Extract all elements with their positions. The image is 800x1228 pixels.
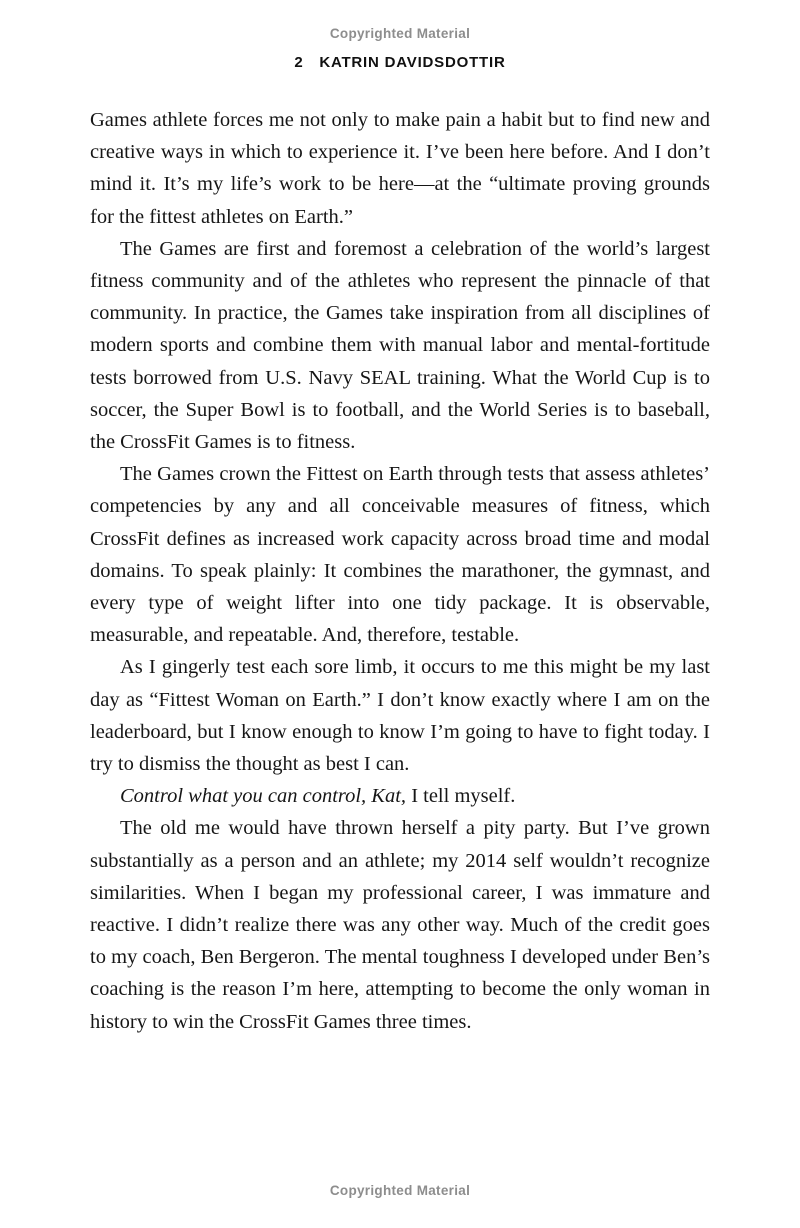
body-paragraph	[90, 780, 710, 812]
body-paragraph: The Games are first and foremost a celebration of the world’s largest fitness community and of the athletes who represent the pinnacle of that community. In practice, the Games take inspiration from all disciplines of modern sports and combine them with manual labor and mental-fortitude tests borrowed from U.S. Navy SEAL training. What the World Cup is to soccer, the Super Bowl is to football, and the World Series is to baseball, the CrossFit Games is to fitness.	[90, 237, 710, 454]
running-head-author: KATRIN DAVIDSDOTTIR	[319, 54, 506, 71]
copyright-notice-top: Copyrighted Material	[329, 26, 471, 41]
body-text	[90, 104, 710, 1038]
italic-phrase: Control what you can control, Kat,	[120, 785, 407, 808]
body-paragraph: As I gingerly test each sore limb, it occurs to me this might be my last day as “Fittest Woman on Earth.” I don’t know exactly where I am on the leaderboard, but I know enough to know I’m going to have to fight today. I try to dismiss the thought as best I can.	[90, 656, 710, 776]
copyright-notice-bottom: Copyrighted Material	[329, 1183, 471, 1198]
page-number: 2	[294, 54, 304, 71]
page-header	[0, 54, 800, 71]
body-paragraph: The old me would have thrown herself a pity party. But I’ve grown substantially as a person and an athlete; my 2014 self wouldn’t recognize similarities. When I began my professional career, I was immature and reactive. I didn’t realize there was any other way. Much of the credit goes to my coach, Ben Bergeron. The mental toughness I developed under Ben’s coaching is the reason I’m here, attempting to become the only woman in history to win the CrossFit Games three times.	[90, 817, 710, 1033]
paragraph-text: I tell myself.	[406, 785, 516, 808]
body-paragraph: Games athlete forces me not only to make pain a habit but to find new and creative ways in which to experience it. I’ve been here before. And I don’t mind it. It’s my life’s work to be here—at the “ultimate proving grounds for the fittest athletes on Earth.”	[90, 109, 710, 228]
body-paragraph: The Games crown the Fittest on Earth through tests that assess athletes’ competencies by any and all conceivable measures of fitness, which CrossFit defines as increased work capacity across broad time and modal domains. To speak plainly: It combines the marathoner, the gymnast, and every type of weight lifter into one tidy package. It is observable, measurable, and repeatable. And, therefore, testable.	[90, 463, 710, 647]
